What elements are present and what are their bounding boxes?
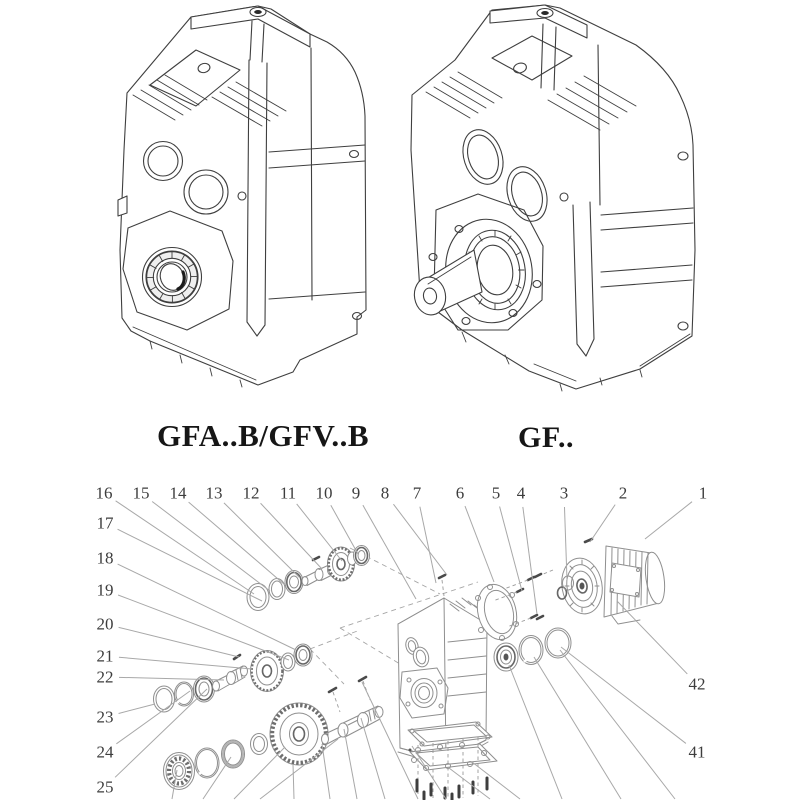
callout-number-20: 20 xyxy=(96,614,114,634)
output-gear xyxy=(270,703,328,765)
leader-line-cutoff-14 xyxy=(534,657,621,799)
callout-number-11: 11 xyxy=(279,483,297,503)
leader-line-9 xyxy=(363,505,416,599)
callout-number-4: 4 xyxy=(516,483,526,503)
leader-line-8 xyxy=(393,504,447,575)
callout-number-25: 25 xyxy=(96,777,114,797)
callout-number-2: 2 xyxy=(618,483,628,503)
washer xyxy=(251,734,268,755)
pinion-shaft xyxy=(213,666,248,691)
right-unit-label: GF.. xyxy=(518,421,574,454)
leader-line-10 xyxy=(331,505,358,554)
leader-line-cutoff-12 xyxy=(472,762,520,799)
callout-number-21: 21 xyxy=(96,646,114,666)
callout-number-8: 8 xyxy=(380,483,390,503)
callout-number-18: 18 xyxy=(96,548,114,568)
callout-number-23: 23 xyxy=(96,707,114,727)
leader-line-6 xyxy=(465,506,494,582)
callout-number-19: 19 xyxy=(96,580,114,600)
oil-seal xyxy=(222,740,245,768)
leader-line-cutoff-13 xyxy=(509,665,562,799)
input-shaft-assembly xyxy=(247,546,370,611)
snap-ring xyxy=(195,748,219,778)
leader-line-42 xyxy=(617,601,687,674)
callout-number-22: 22 xyxy=(96,667,114,687)
output-shaft xyxy=(322,706,384,744)
callout-number-42: 42 xyxy=(688,674,706,694)
gear-2 xyxy=(251,651,284,692)
leader-line-5 xyxy=(500,507,522,591)
left-unit-label: GFA..B/GFV..B xyxy=(156,418,370,453)
leader-line-16 xyxy=(116,501,254,594)
gf-unit-drawing xyxy=(411,5,695,391)
leader-line-cutoff-7 xyxy=(344,729,357,799)
callout-number-1: 1 xyxy=(698,483,708,503)
leader-line-17 xyxy=(118,529,262,601)
callout-number-6: 6 xyxy=(455,483,465,503)
leader-line-21 xyxy=(119,657,252,669)
leader-line-12 xyxy=(261,503,322,569)
motor xyxy=(557,539,667,624)
callout-number-14: 14 xyxy=(169,483,187,503)
callout-number-24: 24 xyxy=(96,742,114,762)
terminal-box xyxy=(610,563,641,597)
leader-line-15 xyxy=(152,501,270,591)
leader-line-cutoff-11 xyxy=(449,768,490,799)
callout-number-10: 10 xyxy=(315,483,333,503)
leader-line-23 xyxy=(119,704,155,713)
callout-number-13: 13 xyxy=(205,483,223,503)
callout-number-3: 3 xyxy=(559,483,569,503)
ball-bearing xyxy=(164,753,195,790)
leader-line-cutoff-6 xyxy=(322,744,330,799)
callout-number-7: 7 xyxy=(412,483,422,503)
callout-number-41: 41 xyxy=(688,742,706,762)
callout-number-15: 15 xyxy=(132,483,150,503)
leader-line-4 xyxy=(523,507,537,614)
gfa-unit-drawing xyxy=(118,6,366,387)
callout-number-12: 12 xyxy=(242,483,260,503)
leader-line-41 xyxy=(561,647,686,743)
leader-line-cutoff-5 xyxy=(293,764,294,799)
callout-number-16: 16 xyxy=(95,483,113,503)
leader-line-18 xyxy=(118,564,296,650)
callout-number-9: 9 xyxy=(351,483,361,503)
callout-number-17: 17 xyxy=(96,513,114,533)
motor-flange xyxy=(557,555,606,617)
intermediate-shaft-assembly xyxy=(154,644,313,712)
leader-line-13 xyxy=(224,503,300,578)
callout-number-5: 5 xyxy=(491,483,501,503)
leader-line-1 xyxy=(645,502,692,539)
leader-line-7 xyxy=(420,507,436,583)
leader-line-2 xyxy=(590,505,615,542)
leader-line-cutoff-8 xyxy=(361,718,385,799)
leader-line-cutoff-15 xyxy=(560,650,675,799)
output-bearing-bore xyxy=(123,211,233,330)
exploded-view xyxy=(96,484,708,800)
leader-line-20 xyxy=(119,627,239,657)
